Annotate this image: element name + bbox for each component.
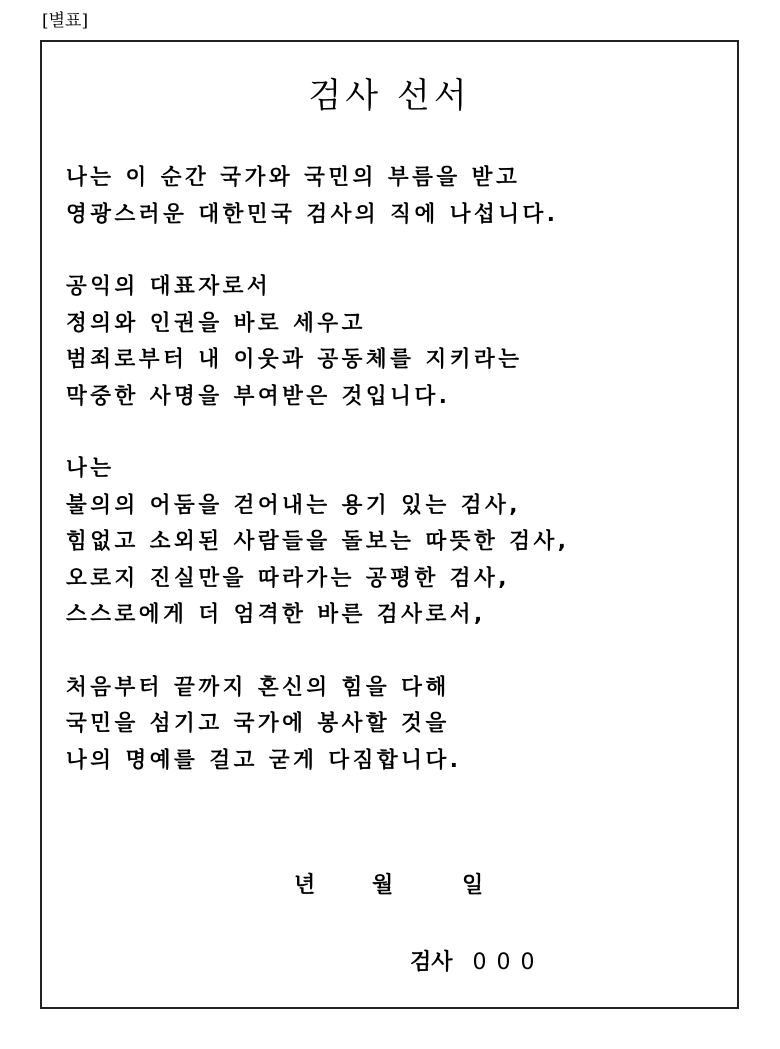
date-day-label: 일 [462,873,484,898]
oath-line: 영광스러운 대한민국 검사의 직에 나섭니다. [66,201,559,227]
oath-line: 나는 이 순간 국가와 국민의 부름을 받고 [66,165,521,190]
annex-label: [별표] [42,11,89,31]
oath-line: 정의와 인권을 바로 세우고 [66,310,366,336]
document-title: 검사 선서 [308,76,471,116]
signature-line [410,947,545,979]
signature-name: 000 [472,950,545,975]
oath-document [40,40,739,1009]
oath-stanza-4 [66,670,726,780]
oath-line: 오로지 진실만을 따라가는 공평한 검사, [66,565,510,591]
oath-line: 막중한 사명을 부여받은 것입니다. [66,383,451,409]
signature-title: 검사 [410,950,453,975]
oath-line: 처음부터 끝까지 혼신의 힘을 다해 [66,674,450,700]
oath-stanza-3 [66,451,726,634]
date-year-label: 년 [294,873,316,898]
oath-line: 불의의 어둠을 걷어내는 용기 있는 검사, [66,492,521,518]
oath-line: 나의 명예를 걸고 굳게 다짐합니다. [66,747,462,773]
oath-stanza-2 [66,269,726,415]
oath-line: 스스로에게 더 엄격한 바른 검사로서, [66,602,486,627]
oath-line: 범죄로부터 내 이웃과 공동체를 지키라는 [66,347,523,372]
oath-line: 공익의 대표자로서 [66,274,272,299]
oath-line: 국민을 섬기고 국가에 봉사할 것을 [66,711,450,736]
date-month-label: 월 [372,873,394,898]
oath-line: 힘없고 소외된 사람들을 돌보는 따뜻한 검사, [66,529,570,554]
oath-body [66,160,726,815]
oath-line: 나는 [66,456,115,481]
oath-stanza-1 [66,160,726,233]
